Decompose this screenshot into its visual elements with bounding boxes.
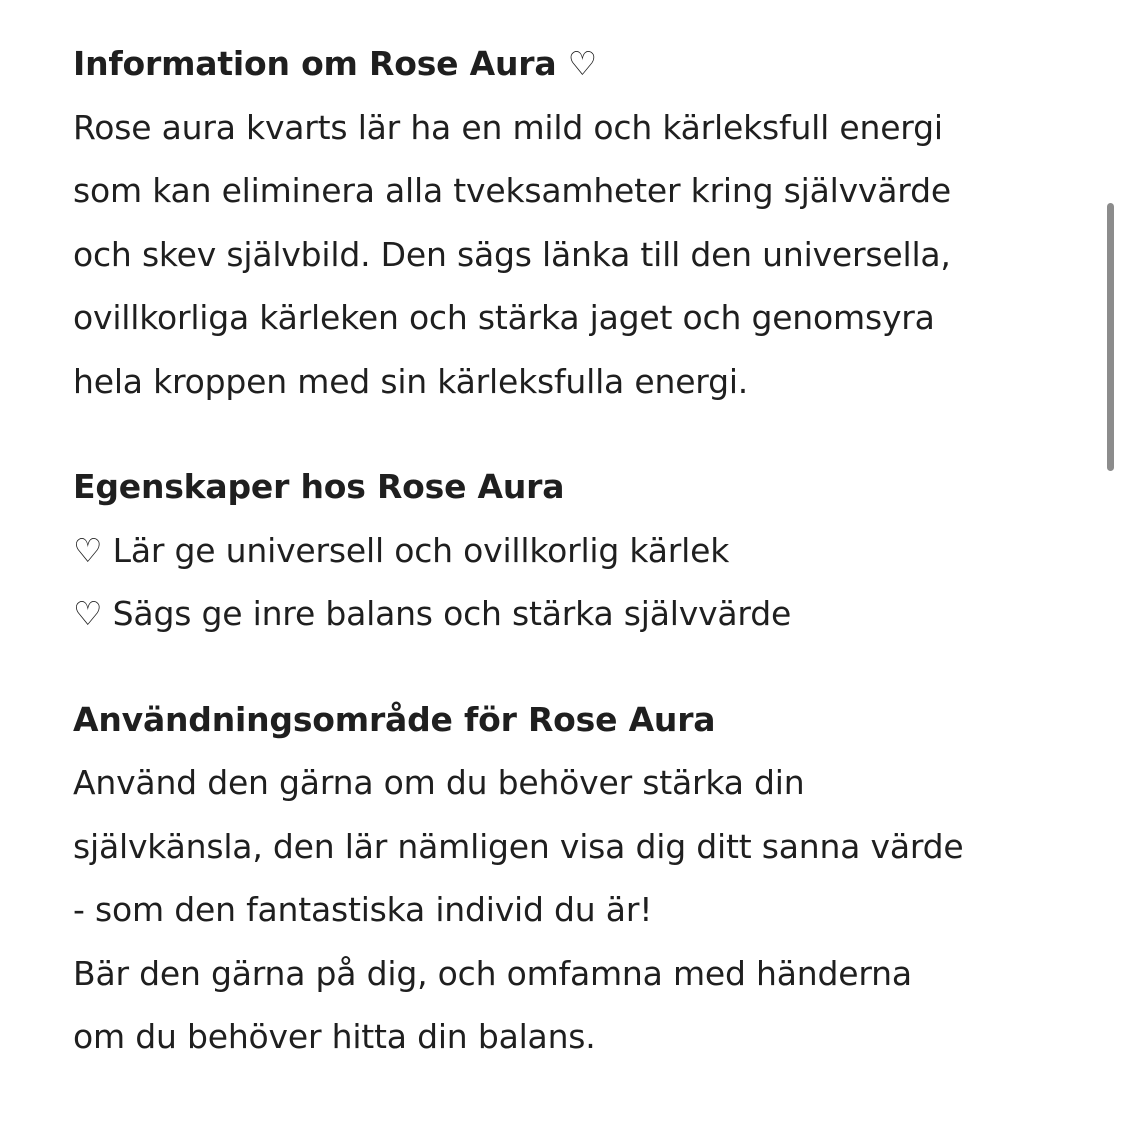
scrollbar-thumb[interactable] xyxy=(1107,203,1114,471)
paragraph-line: Rose aura kvarts lär ha en mild och kärleksfull energi xyxy=(73,107,943,147)
property-list-item: ♡ Sägs ge inre balans och stärka självvärde xyxy=(73,594,792,633)
paragraph-line: som kan eliminera alla tveksamheter kring självvärde xyxy=(73,171,951,210)
section-properties xyxy=(73,455,1073,646)
section-usage xyxy=(73,688,1073,1069)
section-heading-usage: Användningsområde för Rose Aura xyxy=(73,699,716,739)
section-spacer xyxy=(73,646,1073,688)
paragraph-line: och skev självbild. Den sägs länka till den universella, xyxy=(73,234,951,274)
section-spacer xyxy=(73,413,1073,455)
section-heading-properties: Egenskaper hos Rose Aura xyxy=(73,467,565,506)
description-content xyxy=(73,32,1073,1069)
vertical-scrollbar[interactable] xyxy=(1105,0,1117,1126)
section-information xyxy=(73,32,1073,413)
paragraph-line: ovillkorliga kärleken och stärka jaget och genomsyra xyxy=(73,298,935,337)
paragraph-line: om du behöver hitta din balans. xyxy=(73,1017,596,1056)
section-heading-information: Information om Rose Aura ♡ xyxy=(73,44,598,83)
paragraph-line: självkänsla, den lär nämligen visa dig ditt sanna värde xyxy=(73,826,964,866)
paragraph-line: Använd den gärna om du behöver stärka din xyxy=(73,763,805,802)
paragraph-line: hela kroppen med sin kärleksfulla energi. xyxy=(73,361,749,401)
paragraph-line: - som den fantastiska individ du är! xyxy=(73,890,653,929)
paragraph-line: Bär den gärna på dig, och omfamna med händerna xyxy=(73,953,912,993)
property-list-item: ♡ Lär ge universell och ovillkorlig kärlek xyxy=(73,530,730,570)
